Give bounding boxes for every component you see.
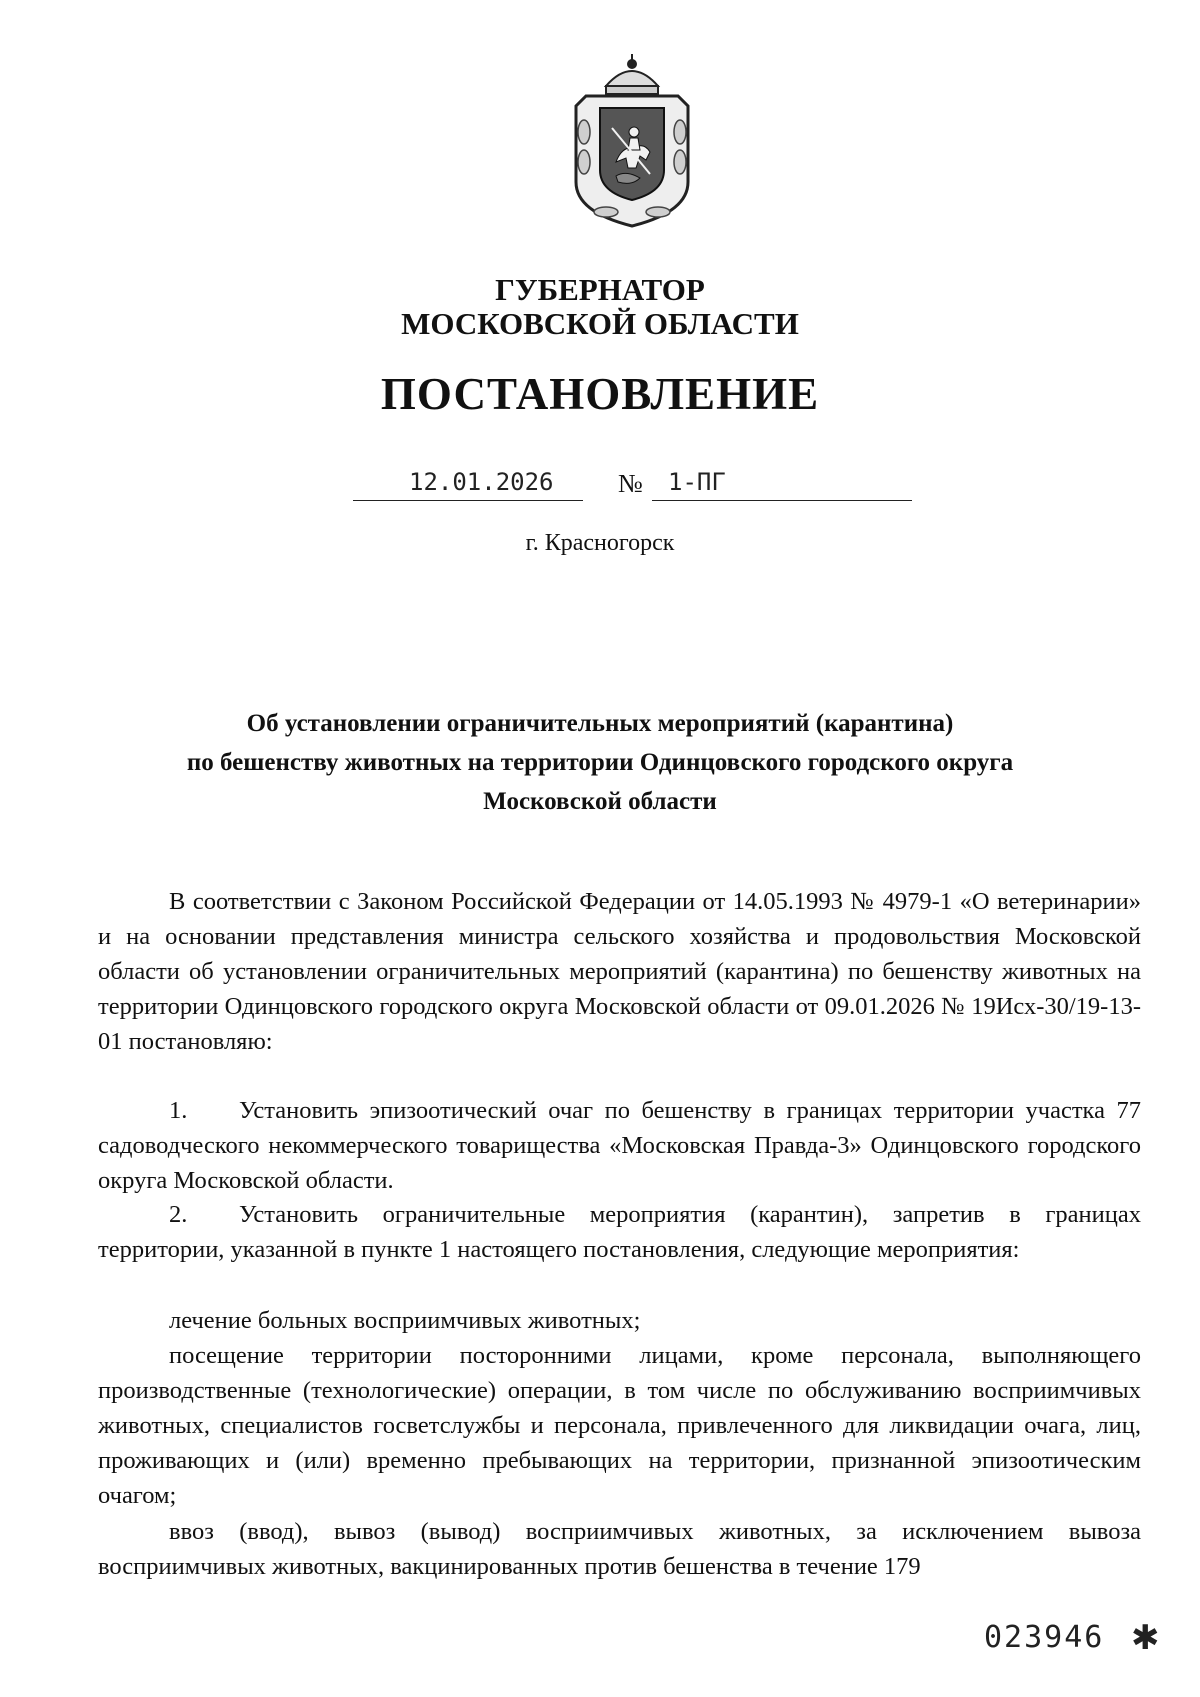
coat-of-arms-emblem (566, 52, 698, 228)
asterisk-mark: ✱ (1131, 1620, 1160, 1657)
restriction-item-2 (98, 1338, 1141, 1513)
document-title-line2: по бешенству животных на территории Одинцовского городского округа (186, 749, 1014, 776)
restriction-item-3 (98, 1514, 1141, 1584)
number-sign: № (618, 469, 643, 498)
preamble-paragraph (98, 884, 1141, 1059)
document-city: г. Красногорск (525, 530, 675, 556)
date-underline (353, 500, 583, 501)
clause-2-number: 2. (169, 1201, 188, 1228)
clause-1-text: Установить эпизоотический очаг по бешенству в границах территории участка 77 садоводческого некоммерческого товарищества «Московская Правда-3» Одинцовского городского округа Московской области. (98, 1097, 1141, 1194)
document-number: 1-ПГ (668, 468, 726, 496)
clause-2 (98, 1197, 1141, 1267)
clause-2-text: Установить ограничительные мероприятия (карантин), запретив в границах территории, указанной в пункте 1 настоящего постановления, следующие мероприятия: (98, 1201, 1141, 1263)
document-title-line1: Об установлении ограничительных мероприятий (карантина) (246, 710, 954, 737)
clause-1 (98, 1093, 1141, 1198)
document-title-line3: Московской области (483, 788, 717, 815)
restriction-item-1 (98, 1303, 1141, 1338)
issuer-title-line1: ГУБЕРНАТОР (495, 272, 705, 307)
form-serial-number: 023946 (984, 1620, 1105, 1655)
issuer-title-line2: МОСКОВСКОЙ ОБЛАСТИ (401, 306, 799, 341)
clause-1-number: 1. (169, 1097, 188, 1124)
restriction-item-1-text: лечение больных восприимчивых животных; (169, 1307, 641, 1334)
document-date: 12.01.2026 (409, 468, 554, 496)
restriction-item-2-text: посещение территории посторонними лицами, кроме персонала, выполняющего производственные (технологические) операции, в том числе по обслуживанию восприимчивых животных, специалистов госветслужбы и персонала, привлеченного для ликвидации очага, лиц, проживающих и (или) временно пребывающих на территории, признанной эпизоотическим очагом; (98, 1342, 1141, 1509)
preamble-text: В соответствии с Законом Российской Федерации от 14.05.1993 № 4979-1 «О ветеринарии» и на основании представления министра сельского хозяйства и продовольствия Московской области об установлении ограничительных мероприятий (карантина) по бешенству животных на территории Одинцовского городского округа Московской области от 09.01.2026 № 19Исх-30/19-13-01 постановляю: (98, 888, 1141, 1055)
document-type: ПОСТАНОВЛЕНИЕ (380, 369, 820, 419)
restriction-item-3-text: ввоз (ввод), вывоз (вывод) восприимчивых животных, за исключением вывоза восприимчивых животных, вакцинированных против бешенства в течение 179 (98, 1518, 1141, 1580)
number-underline (652, 500, 912, 501)
